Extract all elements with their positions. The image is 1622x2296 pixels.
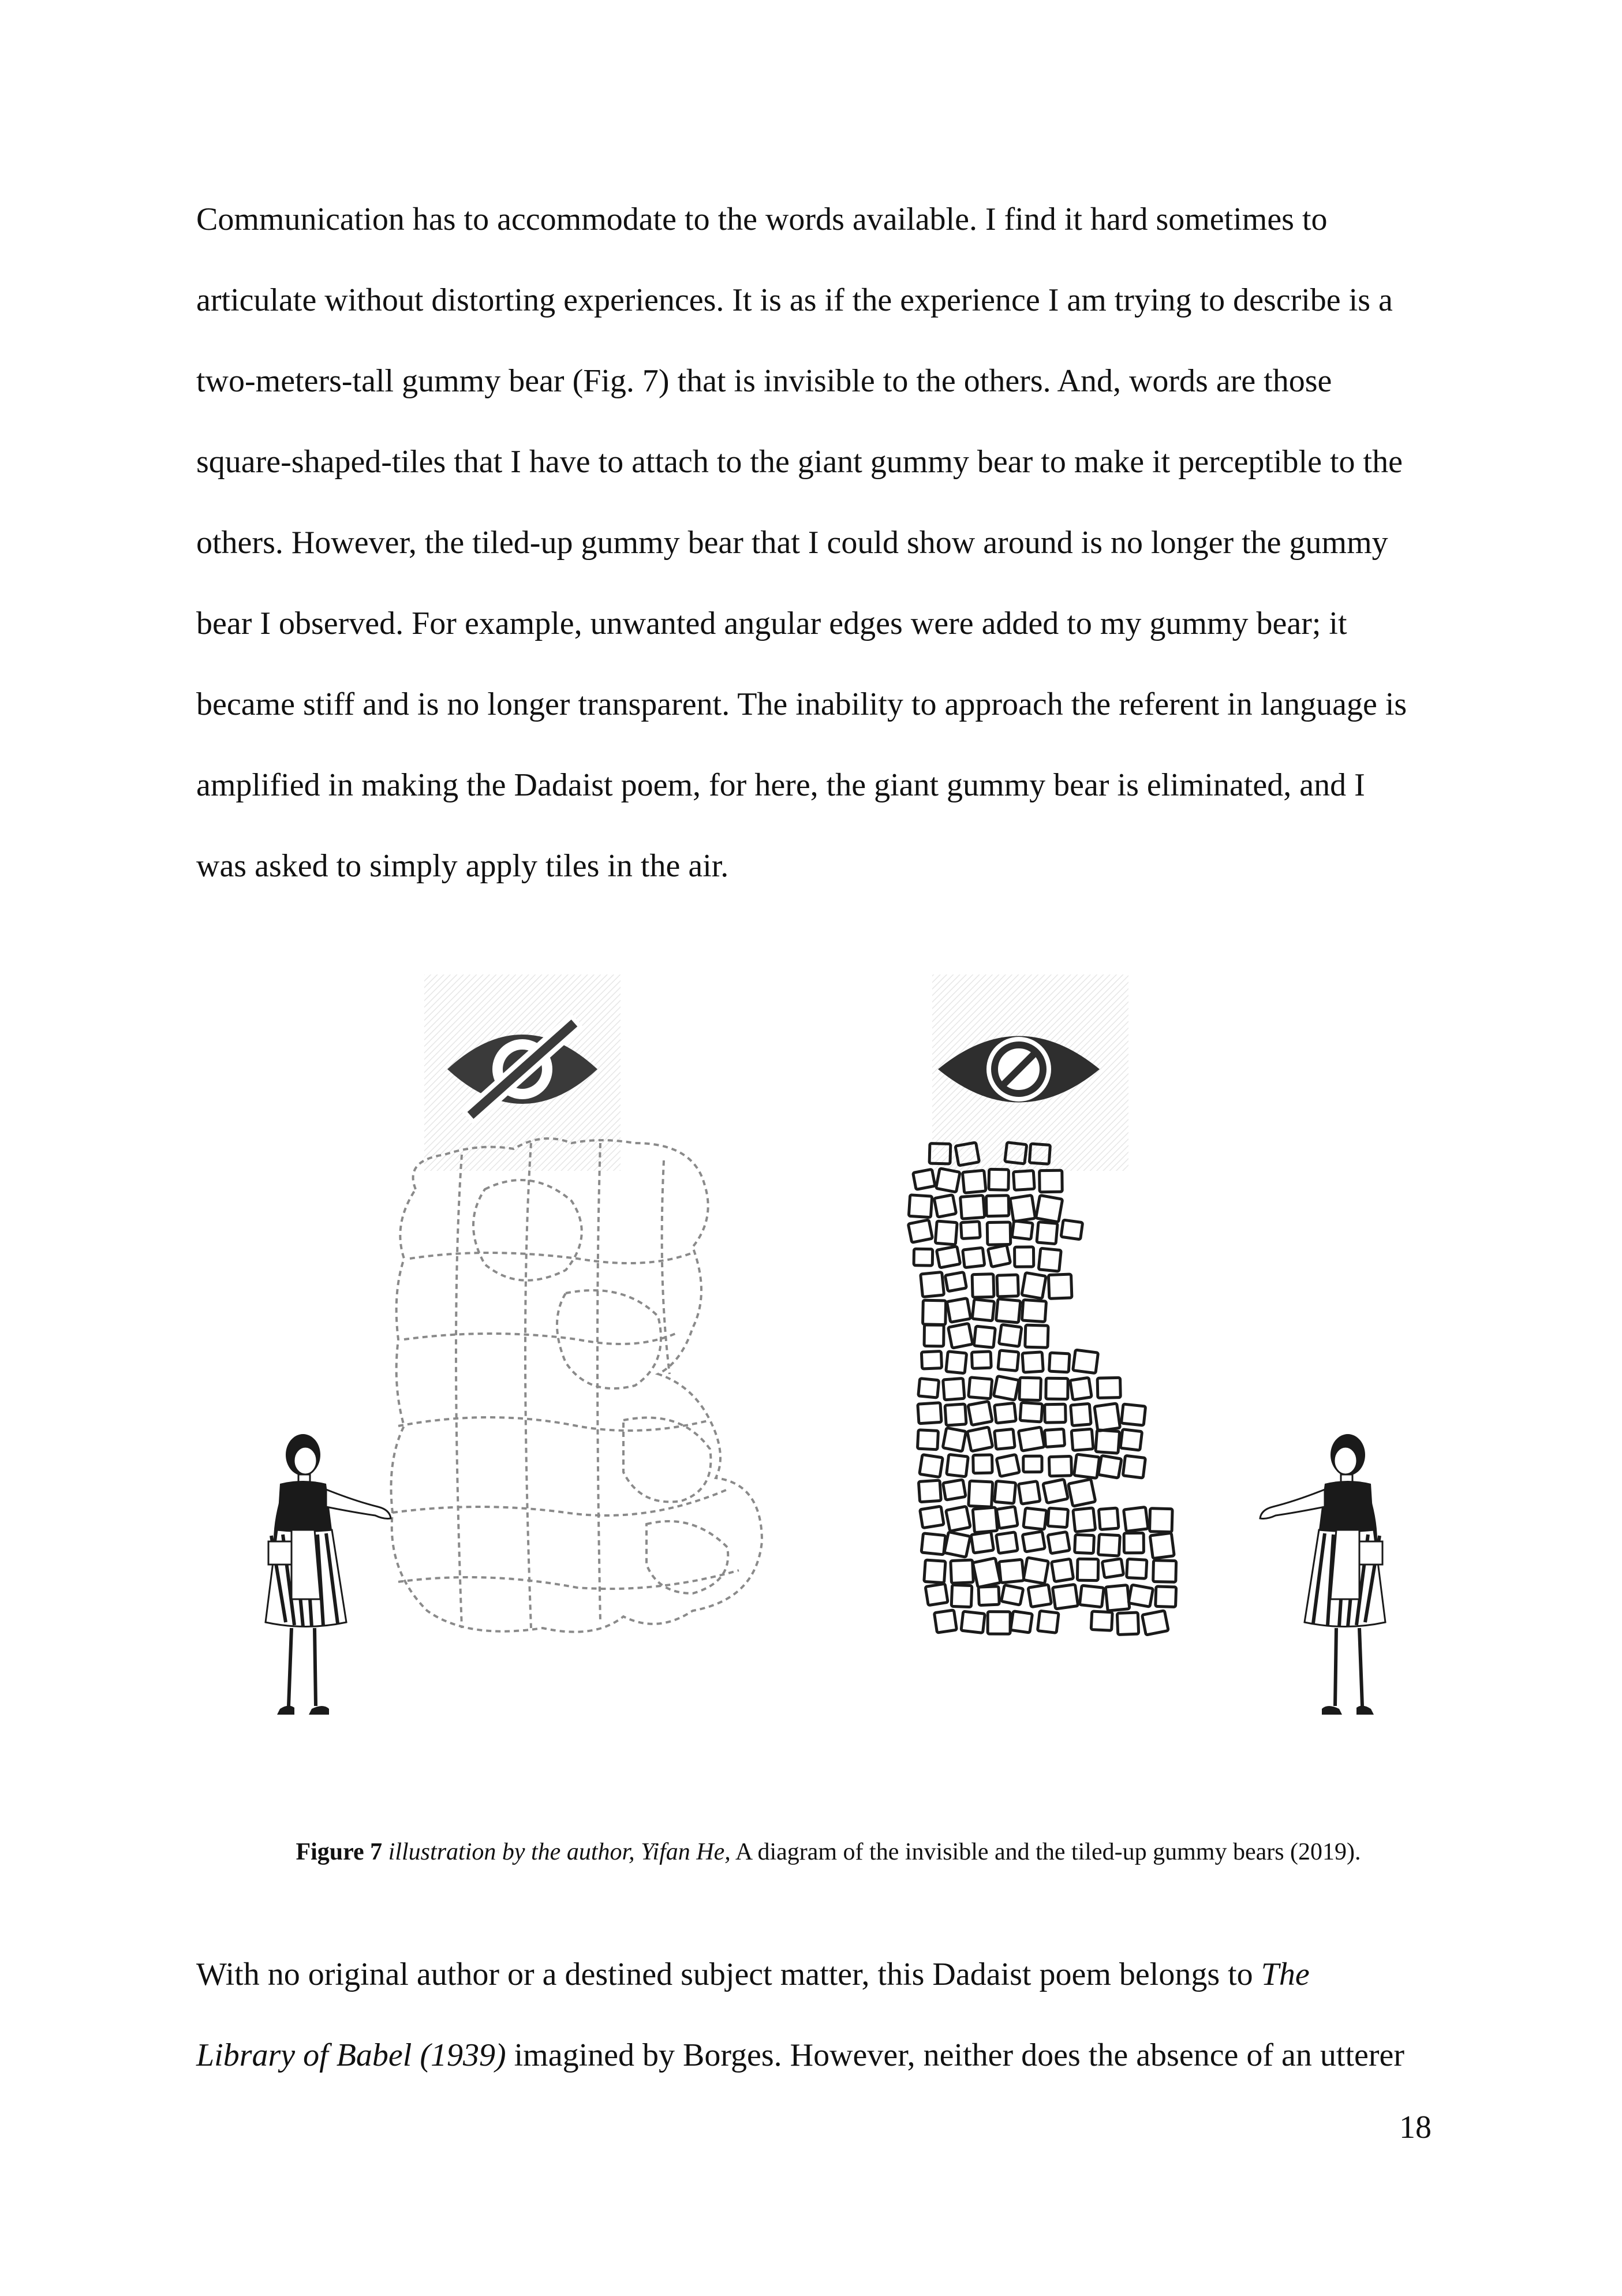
word-tile: [1077, 1559, 1098, 1581]
word-tile: [921, 1533, 945, 1555]
word-tile: [973, 1507, 997, 1533]
word-tile: [1023, 1558, 1049, 1584]
word-tile: [1015, 1247, 1034, 1267]
word-tile: [946, 1352, 967, 1373]
word-tile: [920, 1455, 943, 1477]
word-tile: [921, 1352, 941, 1369]
caption-description: A diagram of the invisible and the tiled-up gummy bears (2019).: [730, 1839, 1361, 1865]
word-tile: [1128, 1585, 1153, 1607]
word-tile: [1091, 1611, 1112, 1630]
word-tile: [918, 1480, 941, 1502]
word-tile: [1079, 1585, 1104, 1607]
word-tile: [1037, 1222, 1057, 1244]
word-tile: [978, 1586, 999, 1606]
word-tile: [1001, 1585, 1023, 1605]
word-tile: [996, 1454, 1019, 1476]
word-tile: [944, 1532, 970, 1557]
word-tile: [1020, 1402, 1042, 1422]
word-tile: [1012, 1221, 1033, 1240]
word-tile: [996, 1532, 1018, 1554]
word-tile: [1102, 1559, 1123, 1578]
word-tile: [934, 1195, 956, 1218]
word-tile: [961, 1611, 985, 1633]
word-tile: [936, 1168, 961, 1192]
figure-caption: [0, 1835, 1622, 1869]
tiled-gummy-bear: [908, 1143, 1176, 1635]
word-tile: [969, 1481, 993, 1507]
paragraph-line: articulate without distorting experiences. It is as if the experience I am trying to describe is a: [196, 282, 1393, 318]
word-tile: [948, 1323, 973, 1348]
word-tile: [996, 1299, 1020, 1323]
word-tile: [1068, 1479, 1096, 1506]
paragraph-line: Communication has to accommodate to the words available. I find it hard sometimes to: [196, 201, 1328, 237]
body-paragraph: [196, 179, 1432, 906]
paragraph-line: bear I observed. For example, unwanted angular edges were added to my gummy bear; it: [196, 606, 1347, 641]
figure-7-illustration: [219, 970, 1432, 1790]
word-tile: [1044, 1429, 1064, 1447]
word-tile: [1018, 1481, 1040, 1504]
word-tile: [963, 1248, 985, 1268]
word-tile: [995, 1481, 1016, 1503]
word-tile: [935, 1221, 957, 1245]
paragraph-line: amplified in making the Dadaist poem, for here, the giant gummy bear is eliminated, and I: [196, 767, 1365, 803]
word-tile: [1094, 1403, 1120, 1431]
word-tile: [1127, 1559, 1147, 1578]
word-tile: [1048, 1274, 1072, 1298]
book-title-part: Library of Babel (1939): [196, 2037, 506, 2073]
word-tile: [1037, 1611, 1059, 1633]
word-tile: [993, 1376, 1019, 1400]
word-tile: [1071, 1429, 1093, 1450]
word-tile: [1018, 1427, 1044, 1451]
word-tile: [1124, 1507, 1148, 1531]
word-tile: [914, 1249, 933, 1265]
word-tile: [961, 1222, 980, 1239]
word-tile: [962, 1170, 986, 1193]
caption-attribution: illustration by the author, Yifan He,: [382, 1839, 731, 1865]
word-tile: [1153, 1560, 1176, 1582]
word-tile: [1022, 1300, 1046, 1321]
word-tile: [1051, 1559, 1073, 1581]
word-tile: [918, 1403, 941, 1424]
word-tile: [1098, 1535, 1120, 1556]
word-tile: [999, 1324, 1021, 1346]
word-tile: [947, 1454, 969, 1477]
word-tile: [1049, 1353, 1069, 1372]
word-tile: [1022, 1352, 1043, 1372]
word-tile: [1073, 1350, 1098, 1373]
word-tile: [924, 1560, 945, 1583]
word-tile: [945, 1404, 966, 1425]
paragraph-line: [196, 1934, 1432, 2015]
word-tile: [1070, 1377, 1092, 1400]
word-tile: [967, 1427, 993, 1451]
word-tile: [1036, 1195, 1063, 1222]
word-tile: [1038, 1248, 1061, 1271]
word-tile: [1156, 1586, 1176, 1607]
word-tile: [1049, 1456, 1071, 1476]
word-tile: [943, 1428, 966, 1451]
word-tile: [923, 1300, 946, 1324]
word-tile: [1142, 1611, 1169, 1635]
word-tile: [996, 1506, 1018, 1528]
word-tile: [1061, 1220, 1083, 1240]
word-tile: [1073, 1508, 1096, 1532]
word-tile: [972, 1300, 994, 1321]
word-tile: [1022, 1532, 1045, 1552]
word-tile: [971, 1532, 993, 1553]
word-tile: [968, 1401, 992, 1425]
word-tile: [988, 1245, 1010, 1267]
word-tile: [924, 1325, 944, 1346]
word-tile: [920, 1506, 944, 1528]
word-tile: [1045, 1404, 1066, 1423]
paragraph-line: [196, 2015, 1432, 2096]
word-tile: [1071, 1403, 1092, 1425]
word-tile: [1025, 1325, 1048, 1347]
word-tile: [936, 1246, 960, 1268]
word-tile: [1011, 1611, 1033, 1633]
word-tile: [913, 1169, 935, 1189]
word-tile: [1098, 1508, 1119, 1529]
word-tile: [908, 1220, 932, 1242]
body-paragraph: [196, 1934, 1432, 2096]
word-tile: [909, 1195, 932, 1218]
word-tile: [999, 1559, 1024, 1582]
paragraph-text: imagined by Borges. However, neither does the absence of an utterer: [506, 2037, 1405, 2073]
word-tile: [988, 1612, 1010, 1634]
word-tile: [989, 1169, 1009, 1190]
word-tile: [1048, 1508, 1068, 1528]
word-tile: [918, 1379, 939, 1398]
word-tile: [1124, 1533, 1143, 1553]
word-tile: [973, 1455, 992, 1473]
paragraph-line: square-shaped-tiles that I have to attach to the giant gummy bear to make it perceptible to the: [196, 444, 1403, 480]
word-tile: [1123, 1455, 1145, 1478]
word-tile: [921, 1272, 944, 1297]
word-tile: [969, 1377, 992, 1399]
word-tile: [1013, 1171, 1034, 1190]
word-tile: [945, 1272, 966, 1291]
word-tile: [987, 1222, 1011, 1245]
word-tile: [917, 1430, 938, 1450]
book-title-part: The: [1261, 1957, 1310, 1992]
word-tile: [1075, 1535, 1094, 1553]
word-tile: [947, 1298, 970, 1323]
word-tile: [1096, 1430, 1120, 1453]
word-tile: [971, 1352, 991, 1368]
word-tile: [1052, 1584, 1078, 1609]
word-tile: [1046, 1378, 1068, 1399]
word-tile: [997, 1275, 1018, 1297]
word-tile: [925, 1584, 948, 1606]
word-tile: [1122, 1404, 1146, 1425]
word-tile: [934, 1610, 956, 1633]
word-tile: [961, 1195, 985, 1219]
word-tile: [1043, 1479, 1068, 1503]
word-tile: [1023, 1456, 1042, 1472]
word-tile: [995, 1403, 1016, 1423]
word-tile: [1040, 1170, 1063, 1192]
word-tile: [943, 1480, 966, 1500]
word-tile: [1048, 1532, 1070, 1554]
paragraph-line: became stiff and is no longer transparent. The inability to approach the referent in language is: [196, 686, 1407, 722]
page-number: 18: [1399, 2110, 1432, 2145]
word-tile: [1150, 1509, 1173, 1532]
word-tile: [1074, 1454, 1100, 1478]
word-tile: [986, 1196, 1008, 1216]
word-tile: [1105, 1585, 1130, 1611]
word-tile: [1010, 1195, 1036, 1222]
word-tile: [973, 1558, 1000, 1588]
woman-figure-right: [1260, 1434, 1385, 1715]
word-tile: [1023, 1508, 1047, 1529]
word-tile: [1150, 1533, 1174, 1558]
word-tile: [951, 1560, 973, 1583]
invisible-gummy-bear: [391, 1138, 763, 1632]
word-tile: [1022, 1272, 1046, 1298]
word-tile: [1098, 1455, 1122, 1478]
paragraph-line: two-meters-tall gummy bear (Fig. 7) that is invisible to the others. And, words are those: [196, 363, 1332, 399]
word-tile: [974, 1326, 995, 1347]
word-tile: [1117, 1612, 1138, 1634]
paragraph-text: With no original author or a destined subject matter, this Dadaist poem belongs to: [196, 1957, 1261, 1992]
paragraph-line: was asked to simply apply tiles in the air.: [196, 848, 729, 884]
word-tile: [946, 1506, 971, 1531]
word-tile: [1120, 1429, 1142, 1450]
paragraph-line: others. However, the tiled-up gummy bear that I could show around is no longer the gummy: [196, 525, 1388, 561]
woman-figure-left: [266, 1434, 391, 1715]
word-tile: [998, 1350, 1019, 1371]
word-tile: [995, 1429, 1015, 1449]
word-tile: [951, 1585, 972, 1607]
word-tile: [943, 1378, 965, 1400]
caption-label: Figure 7: [296, 1839, 383, 1865]
word-tile: [1097, 1377, 1120, 1398]
word-tile: [1028, 1585, 1051, 1607]
word-tile: [1019, 1377, 1041, 1401]
word-tile: [972, 1274, 994, 1298]
